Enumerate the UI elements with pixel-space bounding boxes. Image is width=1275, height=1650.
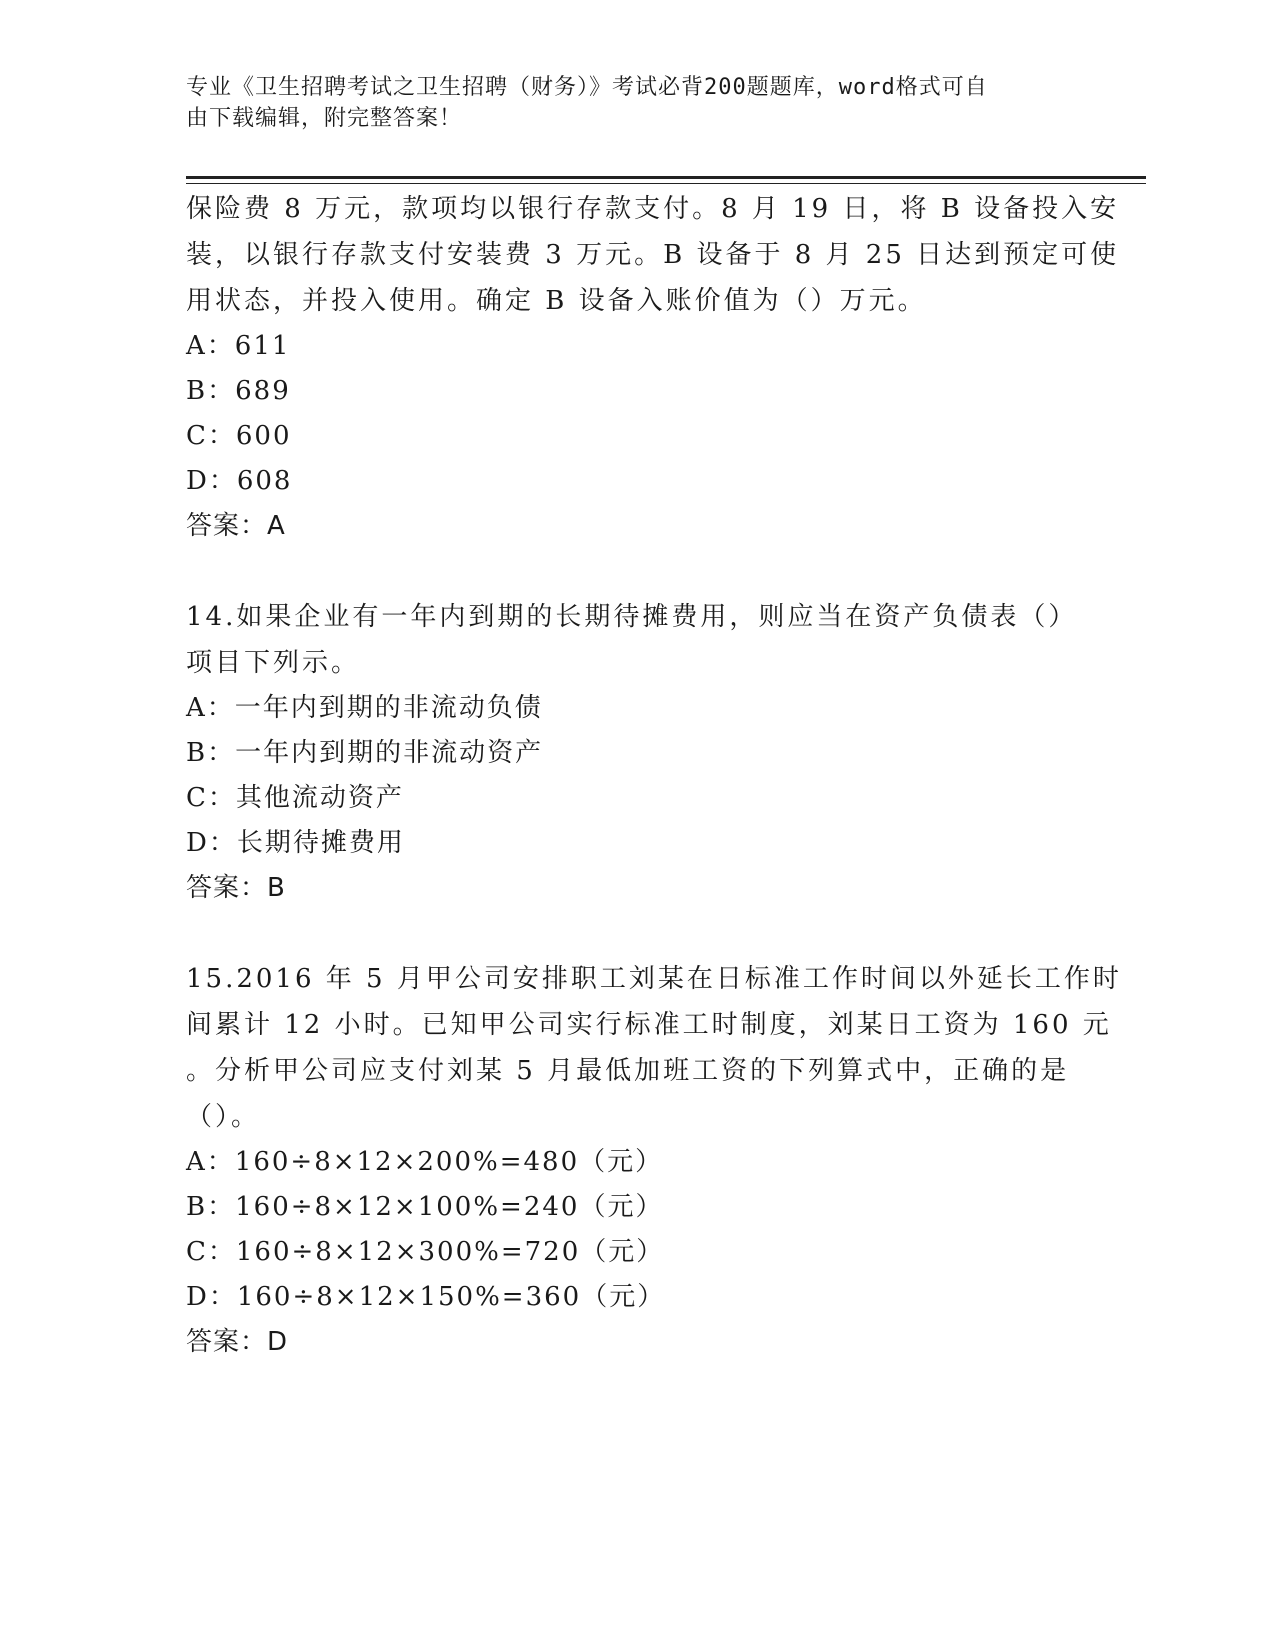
answer-line: 答案：D: [186, 1327, 289, 1357]
question-13: [186, 186, 1120, 549]
option-b: B：689: [186, 376, 291, 406]
option-d: D：608: [186, 466, 293, 496]
question-14: [186, 594, 1078, 911]
option-b: B：一年内到期的非流动资产: [186, 738, 544, 768]
question-text-line: 装，以银行存款支付安装费 3 万元。B 设备于 8 月 25 日达到预定可使: [186, 240, 1120, 270]
header-rule-thin: [186, 183, 1146, 184]
question-text-line: 15.2016 年 5 月甲公司安排职工刘某在日标准工作时间以外延长工作时: [186, 964, 1122, 994]
option-a: A：160÷8×12×200%=480（元）: [186, 1147, 664, 1177]
option-a: A：一年内到期的非流动负债: [186, 693, 543, 723]
option-c: C：600: [186, 421, 292, 451]
answer-line: 答案：A: [186, 511, 286, 541]
answer-line: 答案：B: [186, 873, 286, 903]
option-d: D：160÷8×12×150%=360（元）: [186, 1282, 666, 1312]
question-text-line: 14.如果企业有一年内到期的长期待摊费用，则应当在资产负债表（）: [186, 602, 1078, 632]
question-text-line: 保险费 8 万元，款项均以银行存款支付。8 月 19 日，将 B 设备投入安: [186, 194, 1120, 224]
question-15: [186, 956, 1122, 1365]
option-a: A：611: [186, 331, 291, 361]
question-text-line: 用状态，并投入使用。确定 B 设备入账价值为（）万元。: [186, 286, 927, 316]
question-gap: [186, 911, 1066, 956]
document-header: [186, 72, 1066, 134]
option-c: C：160÷8×12×300%=720（元）: [186, 1237, 665, 1267]
header-line-1: 专业《卫生招聘考试之卫生招聘（财务）》考试必背200题题库，word格式可自: [186, 75, 988, 100]
option-d: D：长期待摊费用: [186, 828, 405, 858]
option-b: B：160÷8×12×100%=240（元）: [186, 1192, 664, 1222]
option-c: C：其他流动资产: [186, 783, 404, 813]
question-text-line: 。分析甲公司应支付刘某 5 月最低加班工资的下列算式中，正确的是: [186, 1056, 1070, 1086]
question-gap: [186, 549, 1066, 594]
header-line-2: 由下载编辑，附完整答案！: [186, 106, 463, 131]
header-rule-thick: [186, 176, 1146, 179]
question-text-line: （）。: [186, 1102, 261, 1132]
question-text-line: 项目下列示。: [186, 648, 361, 678]
question-text-line: 间累计 12 小时。已知甲公司实行标准工时制度，刘某日工资为 160 元: [186, 1010, 1112, 1040]
question-content: [186, 186, 1122, 1365]
